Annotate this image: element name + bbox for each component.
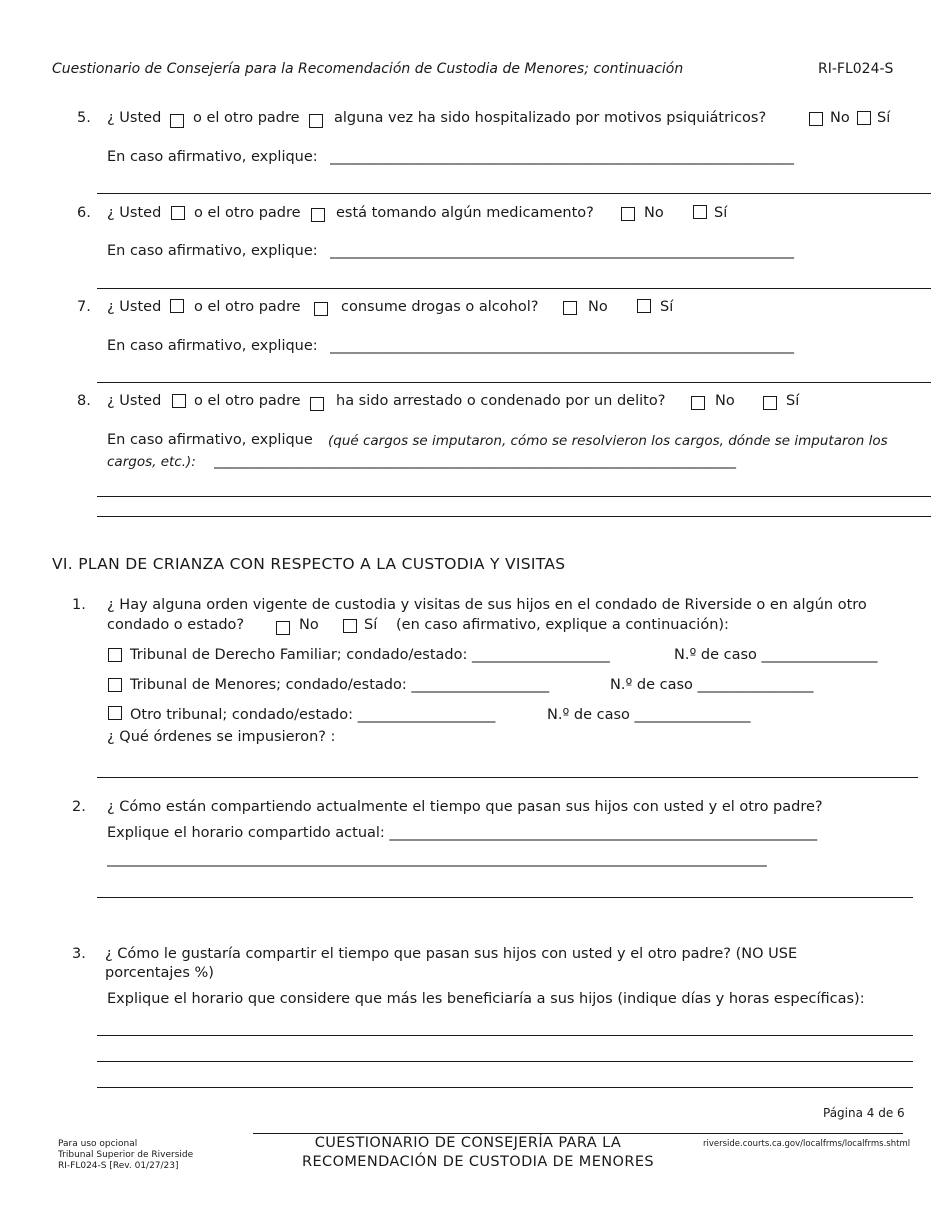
explain-label: En caso afirmativo, explique: [107,338,318,354]
form-number: RI-FL024-S [818,61,894,77]
si-label: Sí [364,617,378,633]
question-number: 7. [77,299,91,315]
explain-field[interactable]: Explique el horario compartido actual: ___________________________________________________________ [107,825,818,841]
si-checkbox[interactable] [857,111,871,125]
footer-url[interactable]: riverside.courts.ca.gov/localfrms/localfrms.shtml [703,1139,911,1149]
answer-line[interactable] [97,516,931,517]
note-text: (en caso afirmativo, explique a continuación): [396,617,729,633]
usted-label: ¿ Usted [107,393,162,409]
question-number: 8. [77,393,91,409]
si-checkbox[interactable] [763,396,777,410]
usted-checkbox[interactable] [170,114,184,128]
otro-padre-label: o el otro padre [194,299,301,315]
explain-detail-2: cargos, etc.): [107,454,196,470]
si-checkbox[interactable] [637,299,651,313]
divider [97,382,931,383]
answer-line[interactable] [97,496,931,497]
footer-divider [253,1133,903,1134]
answer-line[interactable] [97,1087,913,1088]
page-number: Página 4 de 6 [823,1106,905,1120]
usted-label: ¿ Usted [107,299,162,315]
question-text: ¿ Cómo están compartiendo actualmente el tiempo que pasan sus hijos con usted y el otro padre? [107,799,823,815]
question-text: ha sido arrestado o condenado por un delito? [336,393,666,409]
revision: RI-FL024-S [Rev. 01/27/23] [58,1161,179,1171]
divider [97,288,931,289]
usted-checkbox[interactable] [171,206,185,220]
optional-use: Para uso opcional [58,1139,138,1149]
question-text: alguna vez ha sido hospitalizado por motivos psiquiátricos? [334,110,767,126]
si-label: Sí [786,393,800,409]
question-text: está tomando algún medicamento? [336,205,594,221]
answer-line[interactable] [97,777,918,778]
explain-label: En caso afirmativo, explique: [107,243,318,259]
no-label: No [588,299,608,315]
otro-padre-label: o el otro padre [194,393,301,409]
usted-checkbox[interactable] [170,299,184,313]
si-label: Sí [660,299,674,315]
no-checkbox[interactable] [276,621,290,635]
question-number: 5. [77,110,91,126]
no-checkbox[interactable] [621,207,635,221]
other-case-field[interactable]: N.º de caso ________________ [547,707,751,723]
usted-checkbox[interactable] [172,394,186,408]
otro-padre-label: o el otro padre [194,205,301,221]
court-name: Tribunal Superior de Riverside [58,1150,194,1160]
answer-line[interactable] [97,1061,913,1062]
usted-label: ¿ Usted [107,110,162,126]
question-number: 1. [72,597,86,613]
family-court-field[interactable]: Tribunal de Derecho Familiar; condado/estado: ___________________ [130,647,610,663]
divider [97,193,931,194]
form-title: Cuestionario de Consejería para la Recomendación de Custodia de Menores; continuación [52,61,684,77]
otro-padre-checkbox[interactable] [310,397,324,411]
explain-field[interactable]: ________________________________________________________________ [330,149,794,165]
si-checkbox[interactable] [693,205,707,219]
other-court-field[interactable]: Otro tribunal; condado/estado: ___________________ [130,707,496,723]
si-label: Sí [714,205,728,221]
explain-field[interactable]: ________________________________________________________________ [330,338,794,354]
explain-field[interactable]: ________________________________________________________________________ [214,453,736,469]
explain-label: Explique el horario que considere que más les beneficiaría a sus hijos (indique días y horas específicas): [107,991,865,1007]
other-court-checkbox[interactable] [108,706,122,720]
juvenile-case-field[interactable]: N.º de caso ________________ [610,677,814,693]
orders-label: ¿ Qué órdenes se impusieron? : [107,729,336,745]
family-case-field[interactable]: N.º de caso ________________ [674,647,878,663]
otro-padre-checkbox[interactable] [311,208,325,222]
question-number: 2. [72,799,86,815]
question-line-2: porcentajes %) [105,965,214,981]
juvenile-court-checkbox[interactable] [108,678,122,692]
otro-padre-checkbox[interactable] [314,302,328,316]
explain-field[interactable]: ________________________________________________________________ [330,243,794,259]
no-checkbox[interactable] [691,396,705,410]
answer-line[interactable]: ___________________________________________________________________________________________ [107,851,767,867]
no-checkbox[interactable] [809,112,823,126]
explain-label: En caso afirmativo, explique [107,432,313,448]
question-line-1: ¿ Hay alguna orden vigente de custodia y visitas de sus hijos en el condado de Riverside o en algún otro [107,597,867,613]
section-title: VI. PLAN DE CRIANZA CON RESPECTO A LA CUSTODIA Y VISITAS [52,555,566,573]
footer-title-1: CUESTIONARIO DE CONSEJERÍA PARA LA [314,1135,622,1151]
no-label: No [644,205,664,221]
question-text: consume drogas o alcohol? [341,299,539,315]
question-line-2: condado o estado? [107,617,245,633]
footer-title-2: RECOMENDACIÓN DE CUSTODIA DE MENORES [302,1154,654,1170]
explain-detail: (qué cargos se imputaron, cómo se resolvieron los cargos, dónde se imputaron los [328,433,888,449]
answer-line[interactable] [97,897,913,898]
no-checkbox[interactable] [563,301,577,315]
si-checkbox[interactable] [343,619,357,633]
family-court-checkbox[interactable] [108,648,122,662]
answer-line[interactable] [97,1035,913,1036]
no-label: No [299,617,319,633]
otro-padre-checkbox[interactable] [309,114,323,128]
si-label: Sí [877,110,891,126]
no-label: No [830,110,850,126]
question-number: 6. [77,205,91,221]
question-number: 3. [72,946,86,962]
question-line-1: ¿ Cómo le gustaría compartir el tiempo que pasan sus hijos con usted y el otro padre? (NO USE [105,946,798,962]
usted-label: ¿ Usted [107,205,162,221]
otro-padre-label: o el otro padre [193,110,300,126]
explain-label: En caso afirmativo, explique: [107,149,318,165]
juvenile-court-field[interactable]: Tribunal de Menores; condado/estado: ___________________ [130,677,550,693]
no-label: No [715,393,735,409]
